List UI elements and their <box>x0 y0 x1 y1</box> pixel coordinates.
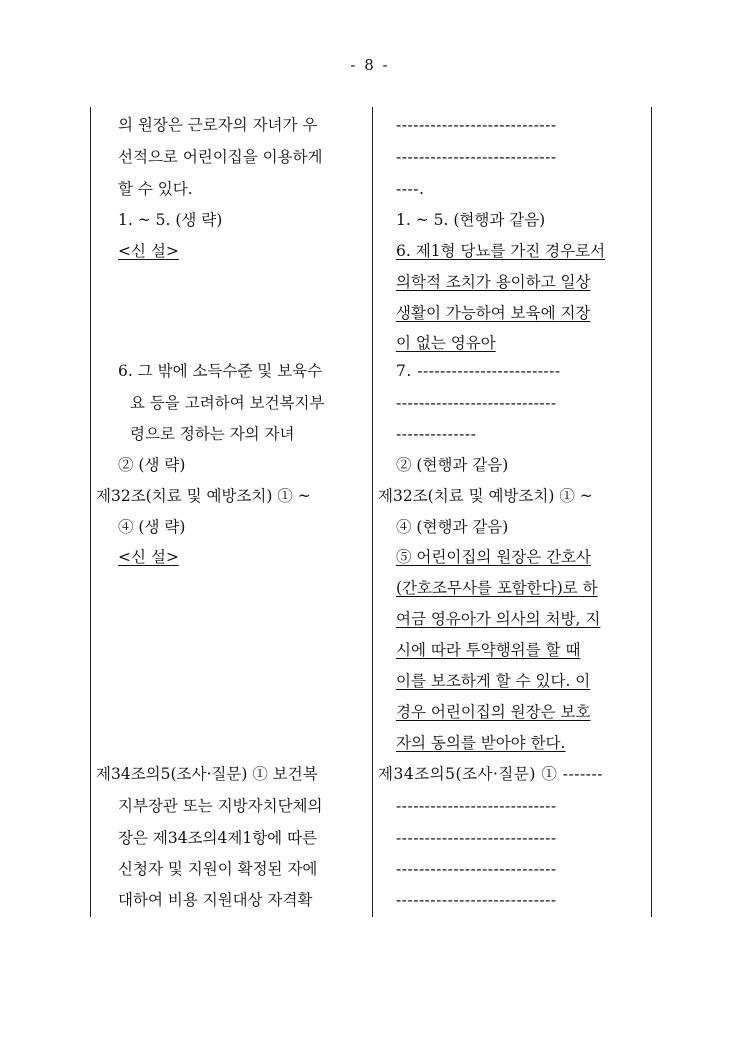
left-line: 신청자 및 지원이 확정된 자에 <box>118 860 318 878</box>
left-line: 요 등을 고려하여 보건복지부 <box>130 394 325 412</box>
left-line: 제34조의5(조사·질문) ① 보건복 <box>96 765 318 783</box>
right-line: 경우 어린이집의 원장은 보호 <box>396 703 591 721</box>
right-line: 의학적 조치가 용이하고 일상 <box>396 273 591 291</box>
right-line: -------------- <box>396 425 477 443</box>
right-line: ---------------------------- <box>396 860 557 878</box>
right-line: ---------------------------- <box>396 394 557 412</box>
right-line: ② (현행과 같음) <box>396 456 509 474</box>
left-line: 령으로 정하는 자의 자녀 <box>130 425 295 443</box>
left-line: ④ (생 략) <box>118 518 186 536</box>
right-line: ---------------------------- <box>396 797 557 815</box>
left-line: 6. 그 밖에 소득수준 및 보육수 <box>118 362 323 380</box>
right-line: 시에 따라 투약행위를 할 때 <box>396 641 581 659</box>
left-line: 선적으로 어린이집을 이용하게 <box>118 148 323 166</box>
left-line: <신 설> <box>118 548 179 566</box>
right-line: 생활이 가능하여 보육에 지장 <box>396 304 591 322</box>
left-line: <신 설> <box>118 242 179 260</box>
column-divider-center <box>372 107 373 917</box>
right-line: ---------------------------- <box>396 148 557 166</box>
right-line: 제34조의5(조사·질문) ① ------- <box>378 765 603 783</box>
left-line: 1. ~ 5. (생 략) <box>118 211 223 229</box>
left-line: 대하여 비용 지원대상 자격확 <box>118 891 313 909</box>
right-line: ④ (현행과 같음) <box>396 518 509 536</box>
right-line: 이를 보조하게 할 수 있다. 이 <box>396 672 591 690</box>
left-line: 할 수 있다. <box>118 180 193 198</box>
right-line: 7. ------------------------- <box>396 362 561 380</box>
right-line: ---------------------------- <box>396 116 557 134</box>
left-line: 지부장관 또는 지방자치단체의 <box>118 797 323 815</box>
page-number: - 8 - <box>350 56 390 74</box>
right-line: 1. ~ 5. (현행과 같음) <box>396 211 546 229</box>
right-line: 여금 영유아가 의사의 처방, 지 <box>396 610 601 628</box>
column-divider-left <box>90 107 91 917</box>
right-line: 자의 동의를 받아야 한다. <box>396 734 566 752</box>
right-line: ----. <box>396 180 425 198</box>
left-line: 의 원장은 근로자의 자녀가 우 <box>118 116 318 134</box>
left-line: ② (생 략) <box>118 456 186 474</box>
left-line: 장은 제34조의4제1항에 따른 <box>118 829 318 847</box>
right-line: ---------------------------- <box>396 891 557 909</box>
right-line: ---------------------------- <box>396 829 557 847</box>
right-line: 제32조(치료 및 예방조치) ① ~ <box>378 487 593 505</box>
right-line: 이 없는 영유아 <box>396 334 496 352</box>
column-divider-right <box>651 107 652 917</box>
left-line: 제32조(치료 및 예방조치) ① ~ <box>96 487 311 505</box>
right-line: ⑤ 어린이집의 원장은 간호사 <box>396 548 591 566</box>
right-line: (간호조무사를 포함한다)로 하 <box>396 579 598 597</box>
right-line: 6. 제1형 당뇨를 가진 경우로서 <box>396 242 606 260</box>
